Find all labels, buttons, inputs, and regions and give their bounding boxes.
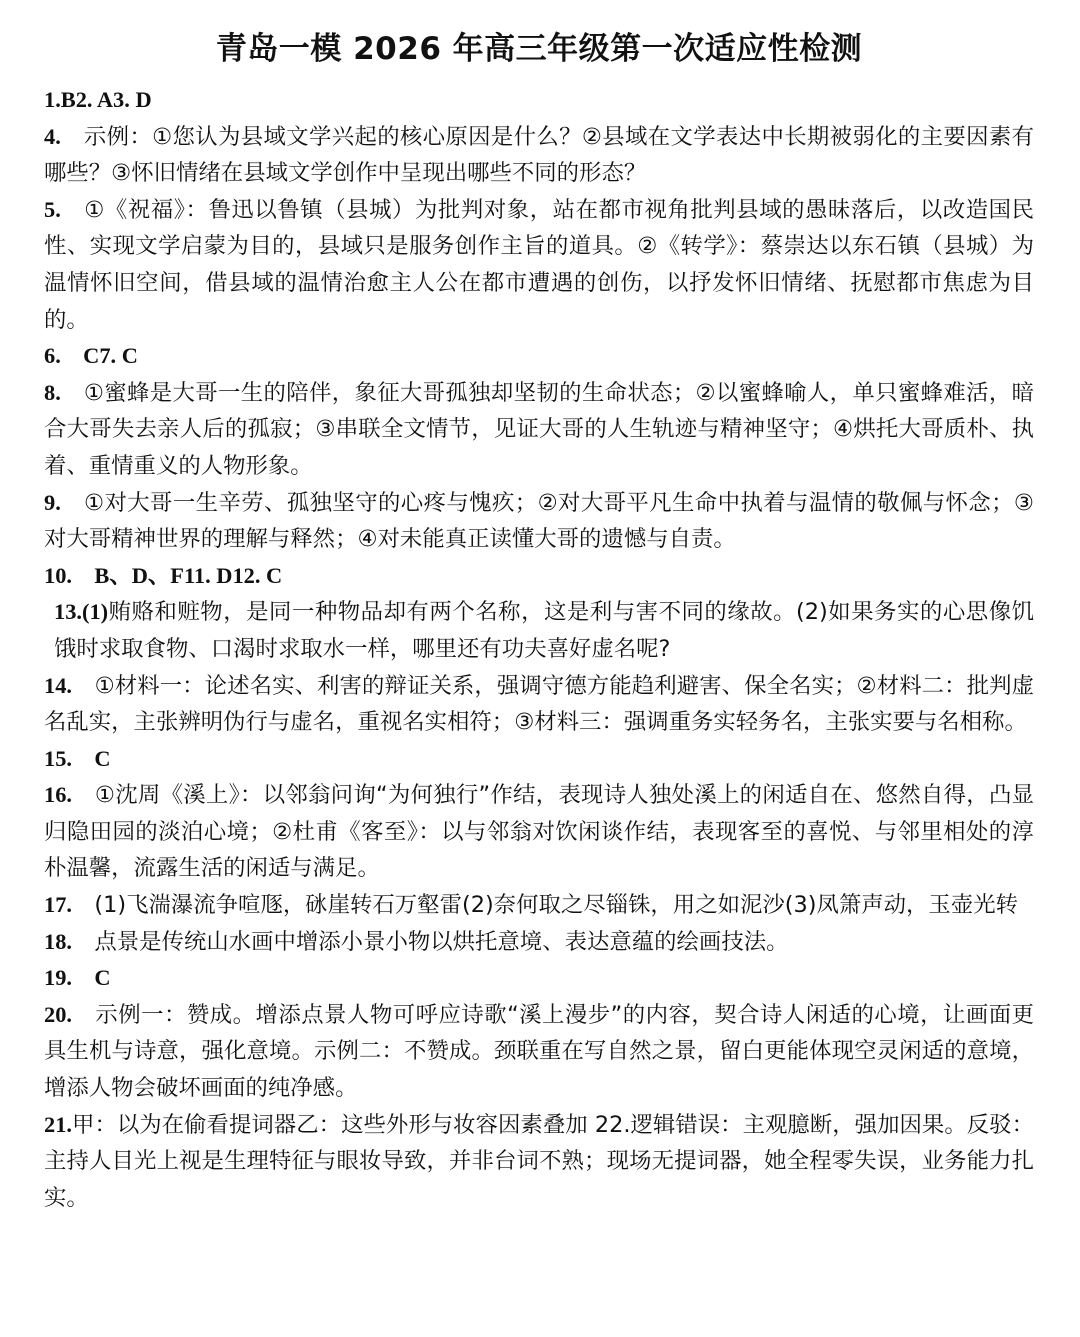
answer-item-14 — [44, 668, 1034, 741]
answer-number: 20. — [44, 1001, 72, 1027]
answer-text: C7. C — [60, 343, 138, 369]
answer-number: 9. — [44, 489, 61, 515]
answer-item-16 — [44, 777, 1034, 887]
answer-number: 1.B2. A3. D — [44, 87, 152, 112]
answer-number: 5. — [44, 196, 61, 222]
page-title: 青岛一模 2026 年高三年级第一次适应性检测 — [215, 31, 863, 67]
answer-text: (1)飞湍瀑流争喧豗，砯崖转石万壑雷(2)奈何取之尽锱铢，用之如泥沙(3)凤箫声动，玉壶光转 — [72, 892, 1018, 919]
answer-text: ①蜜蜂是大哥一生的陪伴，象征大哥孤独却坚韧的生命状态；②以蜜蜂喻人，单只蜜蜂难活，暗合大哥失去亲人后的孤寂；③串联全文情节，见证大哥的人生轨迹与精神坚守；④烘托大哥质朴、执着、重情重义的人物形象。 — [44, 379, 1034, 479]
answer-item-18 — [44, 924, 1034, 961]
answer-number: 8. — [44, 379, 61, 405]
answer-item-9 — [44, 485, 1034, 558]
answer-number: 6. — [44, 343, 61, 369]
answer-number: 10. — [44, 562, 72, 588]
answer-text: 点景是传统山水画中增添小景小物以烘托意境、表达意蕴的绘画技法。 — [72, 928, 789, 955]
answer-item-4 — [44, 119, 1034, 192]
answer-text: ①《祝福》：鲁迅以鲁镇（县城）为批判对象，站在都市视角批判县域的愚昧落后，以改造国民性、实现文学启蒙为目的，县域只是服务创作主旨的道具。②《转学》：蔡崇达以东石镇（县城）为温情怀旧空间，借县域的温情治愈主人公在都市遭遇的创伤，以抒发怀旧情绪、抚慰都市焦虑为目的。 — [44, 196, 1034, 333]
answer-item-21-22 — [44, 1107, 1034, 1217]
answer-number: 14. — [44, 672, 72, 698]
answer-item-13 — [44, 594, 1034, 667]
answer-number: 18. — [44, 928, 72, 954]
answer-text: 贿赂和赃物，是同一种物品却有两个名称，这是利与害不同的缘故。(2)如果务实的心思像饥饿时求取食物、口渴时求取水一样，哪里还有功夫喜好虚名呢? — [54, 599, 1034, 662]
answer-text: C — [72, 965, 111, 991]
answer-text: 示例：①您认为县域文学兴起的核心原因是什么？②县域在文学表达中长期被弱化的主要因素有哪些？③怀旧情绪在县域文学创作中呈现出哪些不同的形态？ — [44, 123, 1034, 187]
answer-number: 19. — [44, 965, 72, 991]
answer-text: 甲：以为在偷看提词器乙：这些外形与妆容因素叠加 22.逻辑错误：主观臆断，强加因果。反驳：主持人目光上视是生理特征与眼妆导致，并非台词不熟；现场无提词器，她全程零失误，业务能力扎实。 — [44, 1111, 1034, 1211]
answer-number: 21. — [44, 1111, 72, 1137]
answer-text: 示例一：赞成。增添点景人物可呼应诗歌“溪上漫步”的内容，契合诗人闲适的心境，让画面更具生机与诗意，强化意境。示例二：不赞成。颈联重在写自然之景，留白更能体现空灵闲适的意境，增添人物会破坏画面的纯净感。 — [44, 1001, 1034, 1102]
answer-text: ①对大哥一生辛劳、孤独坚守的心疼与愧疚；②对大哥平凡生命中执着与温情的敬佩与怀念；③对大哥精神世界的理解与释然；④对未能真正读懂大哥的遗憾与自责。 — [44, 489, 1034, 553]
answer-number: 15. — [44, 745, 72, 771]
answer-list — [44, 82, 1034, 1216]
answer-number: 16. — [44, 782, 72, 808]
answer-item-5 — [44, 192, 1034, 338]
answer-text: B、D、F11. D12. C — [72, 562, 283, 588]
answer-item-1-3 — [44, 82, 1034, 119]
answer-item-15 — [44, 741, 1034, 778]
answer-item-19 — [44, 960, 1034, 997]
answer-item-20 — [44, 997, 1034, 1107]
answer-item-8 — [44, 375, 1034, 485]
answer-text: ①材料一：论述名实、利害的辩证关系，强调守德方能趋利避害、保全名实；②材料二：批判虚名乱实，主张辨明伪行与虚名，重视名实相符；③材料三：强调重务实轻务名，主张实要与名相称。 — [44, 672, 1034, 736]
answer-item-6-7 — [44, 338, 1034, 375]
answer-text: C — [72, 745, 111, 771]
answer-number: 13.(1) — [54, 599, 109, 625]
answer-item-10-12 — [44, 558, 1034, 595]
answer-item-17 — [44, 887, 1034, 924]
answer-text: ①沈周《溪上》：以邻翁问询“为何独行”作结，表现诗人独处溪上的闲适自在、悠然自得，凸显归隐田园的淡泊心境；②杜甫《客至》：以与邻翁对饮闲谈作结，表现客至的喜悦、与邻里相处的淳朴温馨，流露生活的闲适与满足。 — [44, 782, 1034, 882]
answer-number: 4. — [44, 123, 61, 149]
answer-number: 17. — [44, 892, 72, 918]
